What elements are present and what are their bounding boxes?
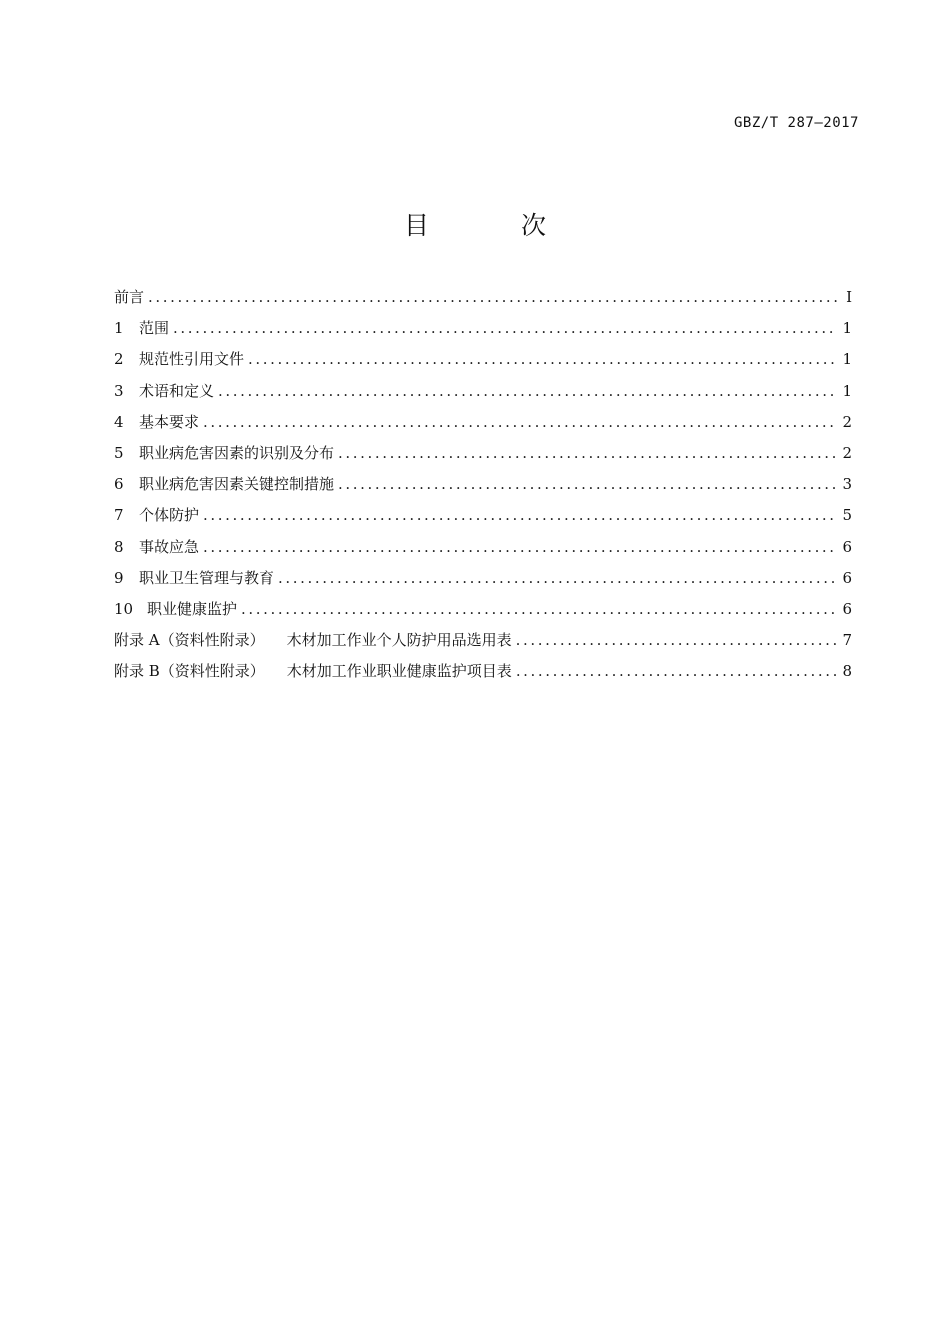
- toc-entry-label: 前言: [114, 288, 145, 306]
- toc-dot-leader: [148, 288, 838, 306]
- toc-entry-label: 规范性引用文件: [139, 350, 245, 369]
- toc-entry-number: 7: [114, 506, 124, 525]
- toc-dot-leader: [248, 350, 836, 368]
- toc-entry-page: 1: [842, 381, 852, 400]
- toc-dot-leader: [338, 475, 836, 493]
- page-title: 目 次: [404, 211, 588, 240]
- toc-entry-label: 基本要求: [139, 412, 200, 431]
- toc-entry-label: 个体防护: [139, 506, 200, 525]
- toc-entry-label: 职业卫生管理与教育: [139, 568, 275, 587]
- toc-entry-page: 7: [842, 631, 852, 650]
- toc-dot-leader: [338, 444, 836, 462]
- toc-entry-page: 3: [842, 475, 852, 494]
- toc-entry-7[interactable]: [114, 504, 852, 535]
- toc-entry-number: 6: [114, 475, 124, 494]
- toc-entry-2[interactable]: [114, 348, 852, 379]
- toc-appendix-prefix: 附录 A（资料性附录）: [114, 631, 265, 650]
- toc-entry-number: 10: [114, 599, 134, 618]
- toc-entry-label: 木材加工作业个人防护用品选用表: [286, 631, 512, 650]
- toc-dot-leader: [203, 413, 836, 431]
- toc-entry-number: 4: [114, 412, 124, 431]
- toc-dot-leader: [173, 319, 836, 337]
- toc-dot-leader: [203, 506, 836, 524]
- toc-entry-6[interactable]: [114, 473, 852, 504]
- toc-entry-page: 1: [842, 319, 852, 338]
- toc-entry-number: 9: [114, 568, 124, 587]
- table-of-contents: [114, 286, 852, 691]
- toc-dot-leader: [241, 600, 836, 618]
- toc-entry-page: 1: [842, 350, 852, 369]
- toc-entry-5[interactable]: [114, 442, 852, 473]
- toc-entry-page: 6: [842, 537, 852, 556]
- toc-entry-page: I: [846, 288, 852, 306]
- standard-code: GBZ/T 287—2017: [733, 115, 859, 131]
- toc-appendix-prefix: 附录 B（资料性附录）: [114, 662, 265, 681]
- toc-entry-number: 1: [114, 319, 124, 338]
- toc-entry-page: 5: [842, 506, 852, 525]
- toc-entry-page: 2: [842, 443, 852, 462]
- toc-entry-8[interactable]: [114, 536, 852, 567]
- toc-entry-10[interactable]: [114, 598, 852, 629]
- toc-entry-appendix-b[interactable]: [114, 660, 852, 691]
- toc-entry-number: 2: [114, 350, 124, 369]
- toc-entry-page: 6: [842, 599, 852, 618]
- toc-entry-appendix-a[interactable]: [114, 629, 852, 660]
- toc-dot-leader: [278, 569, 836, 587]
- toc-entry-9[interactable]: [114, 567, 852, 598]
- toc-entry-label: 职业病危害因素关键控制措施: [139, 475, 335, 494]
- toc-dot-leader: [218, 382, 836, 400]
- toc-dot-leader: [516, 631, 837, 649]
- toc-entry-3[interactable]: [114, 380, 852, 411]
- toc-entry-label: 木材加工作业职业健康监护项目表: [286, 662, 512, 681]
- toc-entry-page: 2: [842, 412, 852, 431]
- toc-entry-label: 职业健康监护: [147, 599, 238, 618]
- toc-entry-label: 术语和定义: [139, 381, 215, 400]
- toc-entry-number: 5: [114, 443, 124, 462]
- toc-entry-4[interactable]: [114, 411, 852, 442]
- toc-entry-number: 8: [114, 537, 124, 556]
- toc-entry-1[interactable]: [114, 317, 852, 348]
- toc-entry-number: 3: [114, 381, 124, 400]
- toc-dot-leader: [516, 662, 837, 680]
- toc-dot-leader: [203, 538, 836, 556]
- toc-entry-page: 6: [842, 568, 852, 587]
- toc-entry-foreword[interactable]: [114, 286, 852, 317]
- toc-entry-label: 范围: [139, 319, 170, 338]
- toc-entry-page: 8: [842, 662, 852, 681]
- toc-entry-label: 职业病危害因素的识别及分布: [139, 443, 335, 462]
- toc-entry-label: 事故应急: [139, 537, 200, 556]
